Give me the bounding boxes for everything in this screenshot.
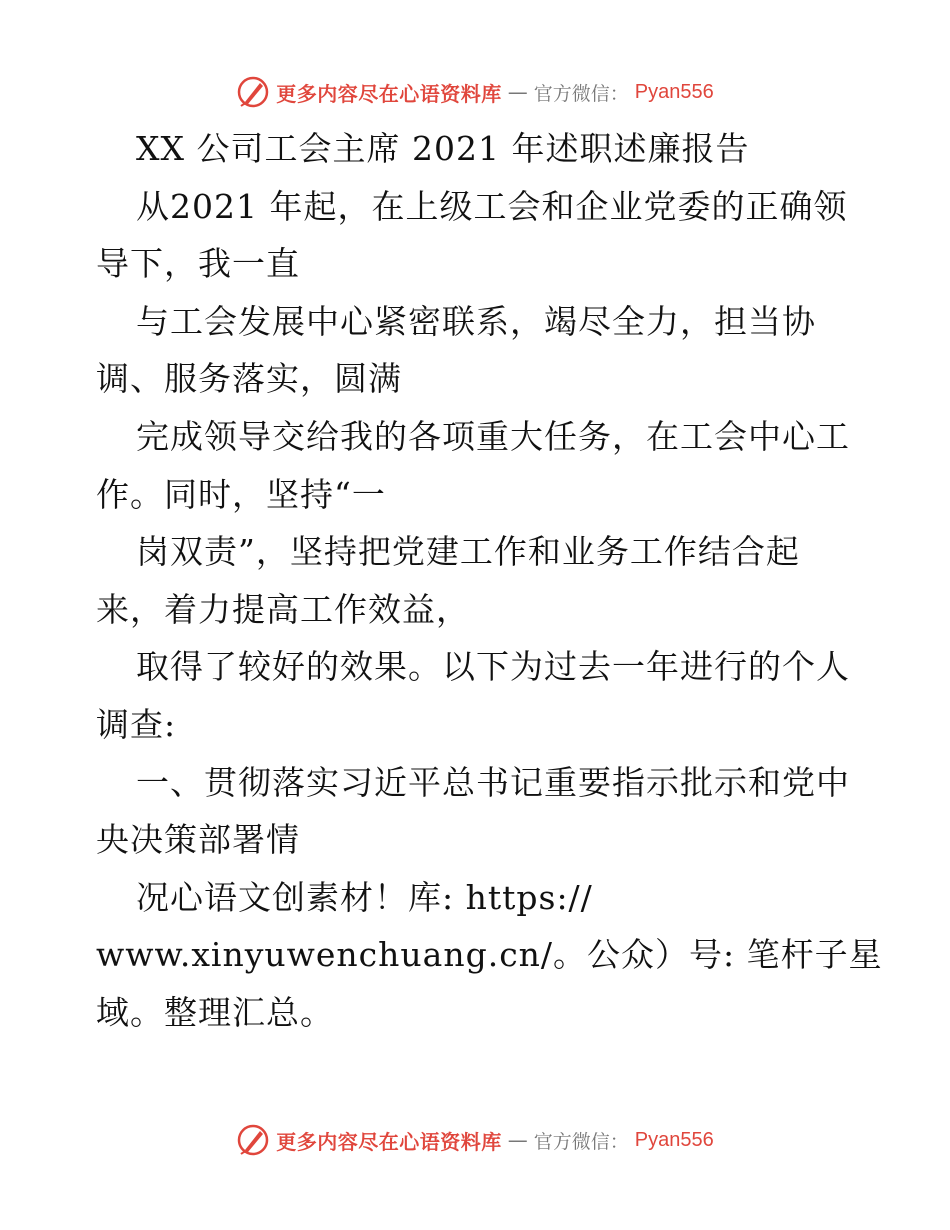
- footer-main-text: 更多内容尽在心语资料库: [276, 1129, 502, 1154]
- footer-wechat-label: 官方微信：: [533, 1130, 629, 1153]
- quill-logo-icon: [236, 1123, 270, 1157]
- paragraph-line: 调查:: [96, 704, 177, 744]
- footer-banner: [0, 1120, 950, 1160]
- header-wechat-label: 官方微信：: [533, 82, 629, 105]
- paragraph-line: 取得了较好的效果。以下为过去一年进行的个人: [136, 647, 850, 687]
- paragraph-line: 域。整理汇总。: [96, 992, 334, 1032]
- footer-wechat-id: Pyan556: [634, 1128, 714, 1151]
- header-wechat-id: Pyan556: [634, 80, 714, 103]
- footer-separator: —: [507, 1128, 528, 1152]
- paragraph-line: 作。同时，坚持“一: [96, 474, 386, 514]
- header-separator: —: [507, 80, 528, 104]
- paragraph-line: 来，着力提高工作效益，: [96, 589, 470, 629]
- paragraph-line: 与工会发展中心紧密联系，竭尽全力，担当协: [136, 301, 816, 341]
- document-body: [96, 120, 883, 1042]
- paragraph-line: 况心语文创素材！库: https://: [136, 877, 593, 917]
- paragraph-line: 岗双责”，坚持把党建工作和业务工作结合起: [136, 532, 800, 572]
- header-main-text: 更多内容尽在心语资料库: [276, 81, 502, 106]
- header-banner: [0, 72, 950, 112]
- paragraph-line: www.xinyuwenchuang.cn/。公众）号: 笔杆子星: [96, 935, 883, 975]
- paragraph-line: 调、服务落实，圆满: [96, 359, 402, 399]
- section-heading-line: 央决策部署情: [96, 820, 300, 860]
- section-heading-line: 一、贯彻落实习近平总书记重要指示批示和党中: [136, 762, 850, 802]
- document-title: XX 公司工会主席 2021 年述职述廉报告: [136, 129, 750, 168]
- paragraph-line: 完成领导交给我的各项重大任务，在工会中心工: [136, 416, 850, 456]
- paragraph-line: 导下，我一直: [96, 244, 300, 284]
- quill-logo-icon: [236, 75, 270, 109]
- paragraph-line: 从2021 年起，在上级工会和企业党委的正确领: [136, 186, 848, 226]
